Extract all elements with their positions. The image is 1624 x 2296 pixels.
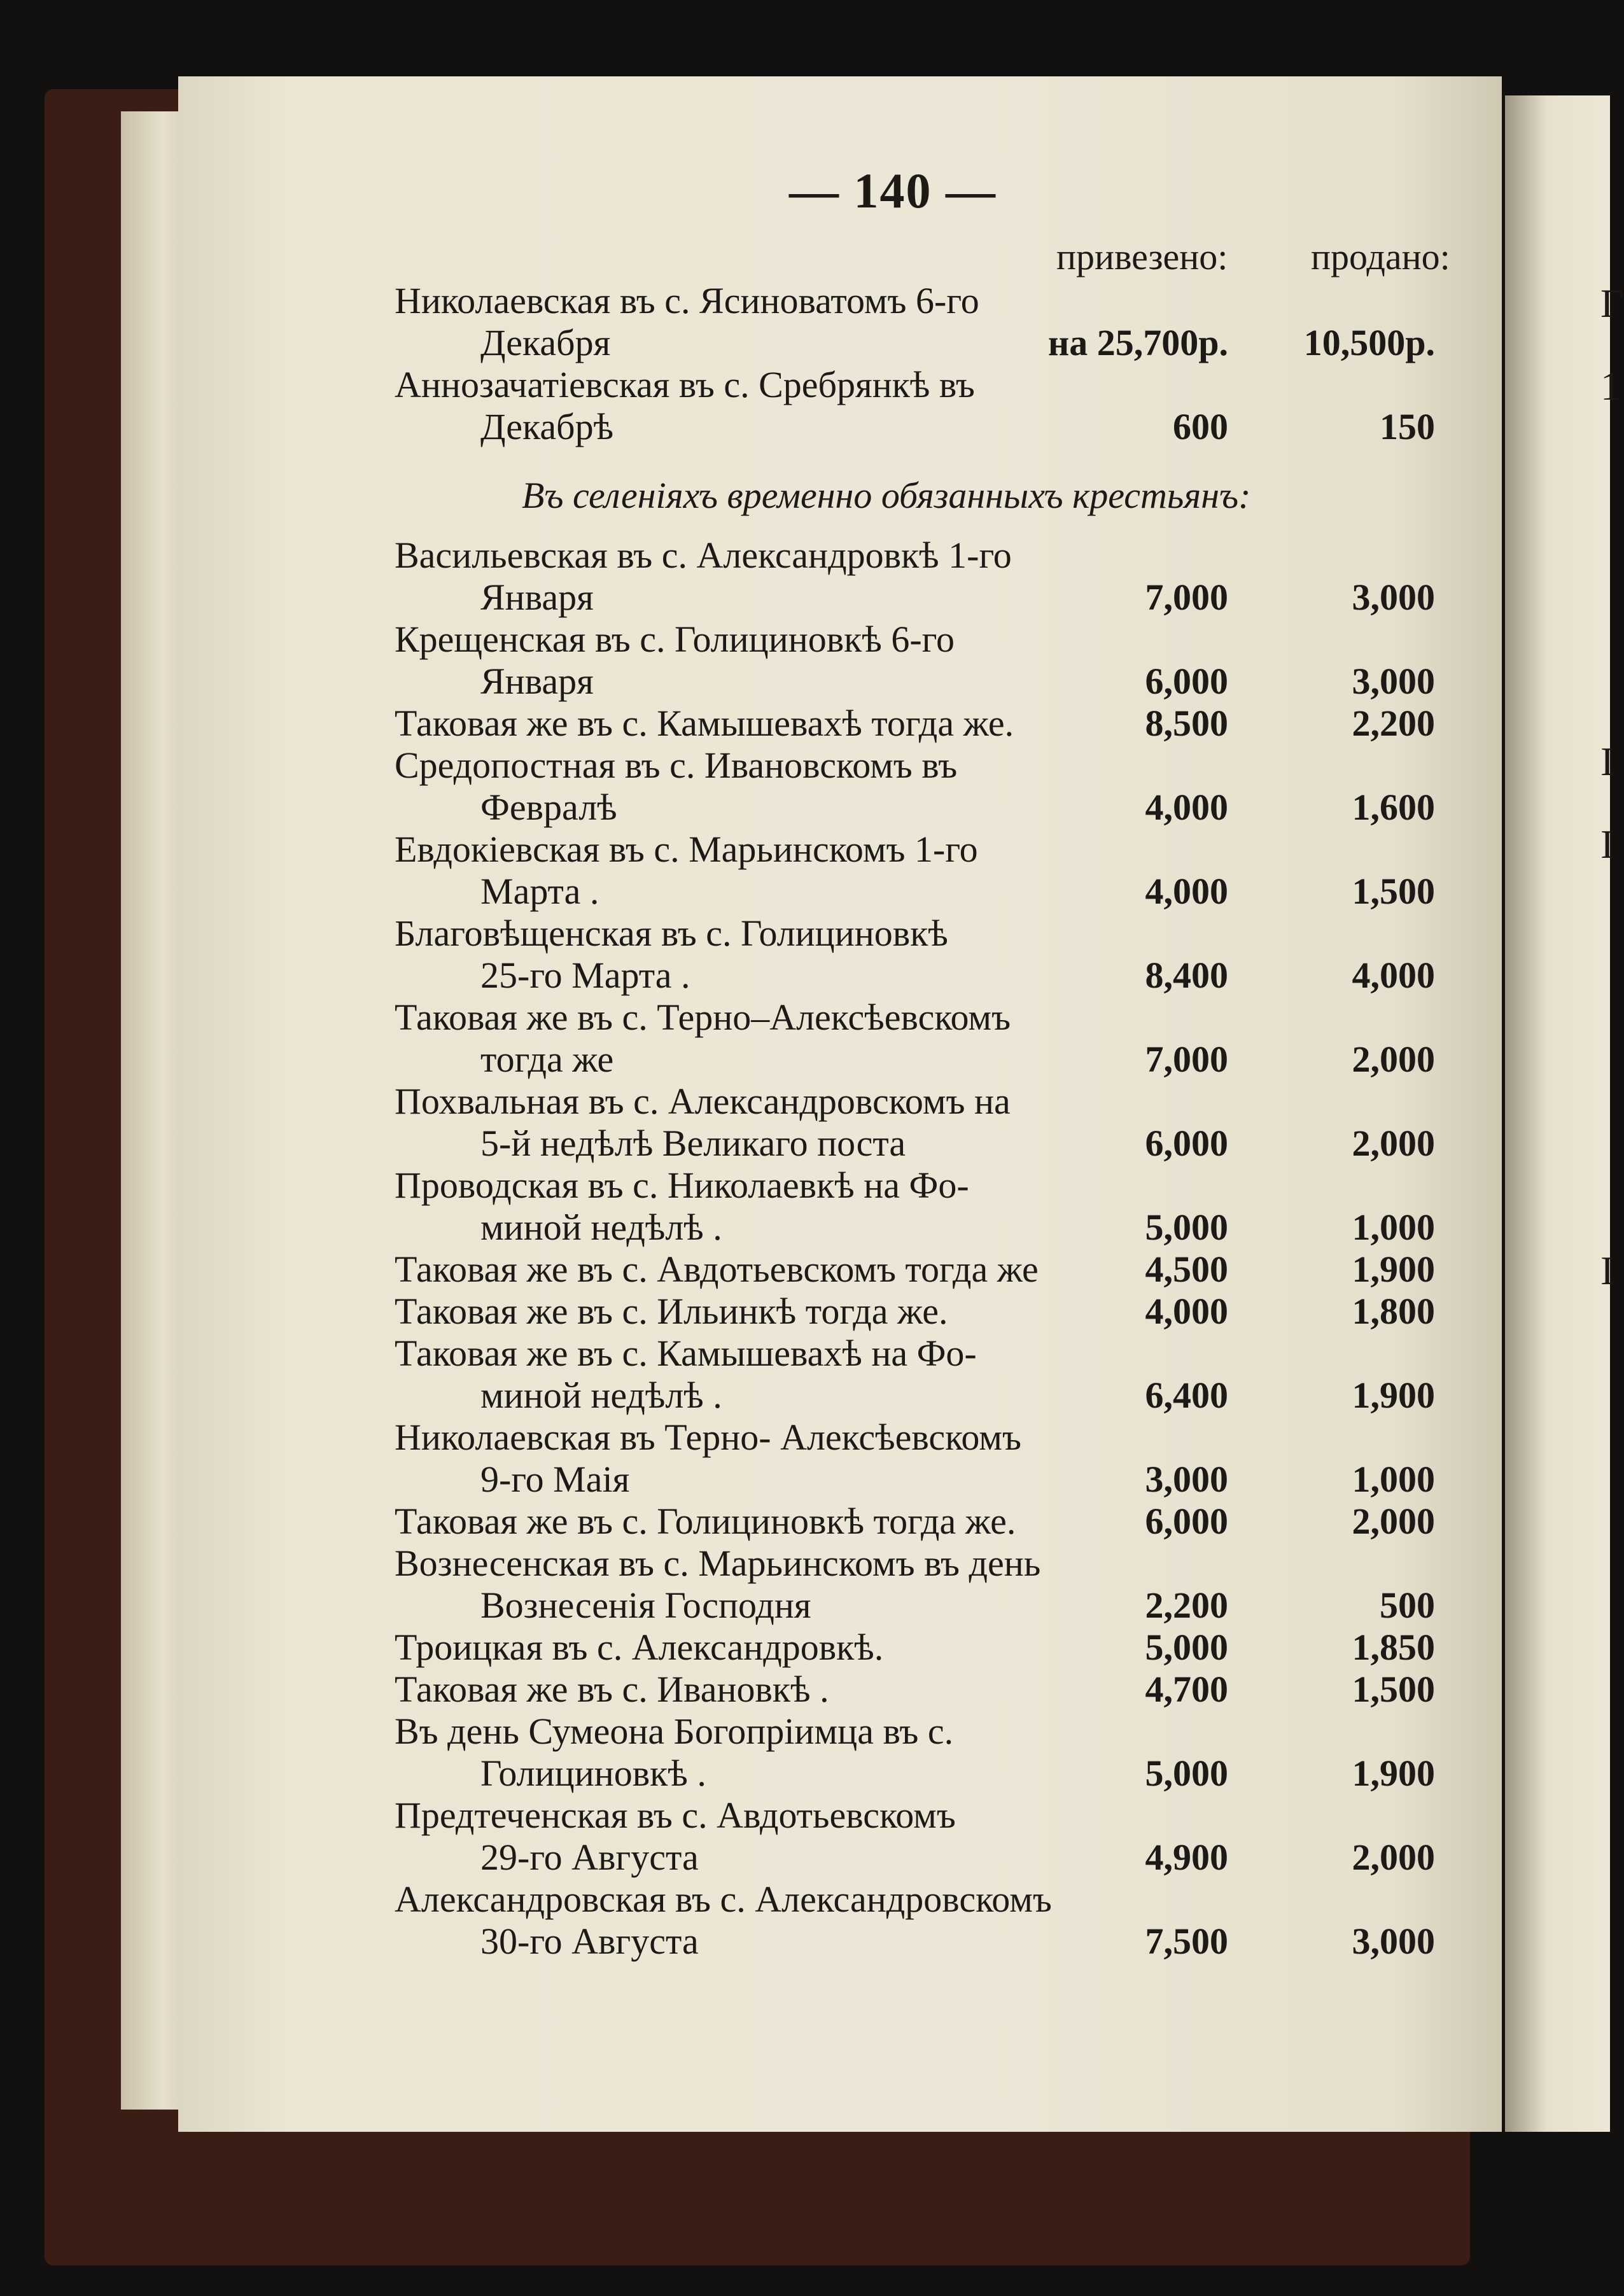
entry-continuation: Марта . bbox=[480, 871, 599, 912]
facing-page-fragment: I bbox=[1600, 1248, 1614, 1293]
brought-value: 4,000 bbox=[1145, 871, 1228, 912]
brought-value: 4,900 bbox=[1145, 1837, 1228, 1878]
sold-value: 1,900 bbox=[1352, 1249, 1435, 1290]
brought-value: 8,500 bbox=[1145, 703, 1228, 744]
brought-value: 4,000 bbox=[1145, 787, 1228, 828]
brought-value: 3,000 bbox=[1145, 1459, 1228, 1500]
sold-value: 3,000 bbox=[1352, 661, 1435, 702]
brought-value: 5,000 bbox=[1145, 1753, 1228, 1794]
entry-line: Въ день Сумеона Богопріимца въ с. bbox=[395, 1711, 954, 1752]
brought-value: 4,500 bbox=[1145, 1249, 1228, 1290]
brought-value: 4,700 bbox=[1145, 1669, 1228, 1710]
entry-line: Аннозачатіевская въ с. Сребрянкѣ въ bbox=[395, 364, 975, 405]
entry-line: Александровская въ с. Александровскомъ bbox=[395, 1879, 1052, 1920]
sold-value: 4,000 bbox=[1352, 955, 1435, 996]
entry-line: Евдокіевская въ с. Марьинскомъ 1-го bbox=[395, 829, 978, 870]
sold-value: 10,500р. bbox=[1303, 322, 1435, 363]
page-number: — 140 — bbox=[789, 163, 997, 218]
entry-line: Николаевская въ с. Ясиноватомъ 6-го bbox=[395, 280, 979, 321]
sold-value: 1,900 bbox=[1352, 1375, 1435, 1416]
entry-continuation: 5-й недѣлѣ Великаго поста bbox=[480, 1123, 906, 1164]
column-header-brought: привезено: bbox=[1056, 236, 1228, 277]
entry-line: Таковая же въ с. Авдотьевскомъ тогда же bbox=[395, 1249, 1039, 1290]
sold-value: 2,200 bbox=[1352, 703, 1435, 744]
brought-value: 6,000 bbox=[1145, 661, 1228, 702]
entry-continuation: Декабря bbox=[480, 322, 611, 363]
brought-value: 7,000 bbox=[1145, 1039, 1228, 1080]
entry-line: Таковая же въ с. Камышевахѣ тогда же. bbox=[395, 703, 1014, 744]
entry-line: Троицкая въ с. Александровкѣ. bbox=[395, 1627, 884, 1668]
entry-continuation: Января bbox=[480, 577, 594, 618]
brought-value: 7,000 bbox=[1145, 577, 1228, 618]
entry-continuation: 25-го Марта . bbox=[480, 955, 690, 996]
sold-value: 1,500 bbox=[1352, 871, 1435, 912]
entry-line: Николаевская въ Терно- Алексѣевскомъ bbox=[395, 1417, 1021, 1458]
section-title: Въ селеніяхъ временно обязанныхъ крестьянъ: bbox=[522, 475, 1251, 516]
entry-continuation: Вознесенія Господня bbox=[480, 1585, 811, 1626]
entry-continuation: тогда же bbox=[480, 1039, 614, 1080]
entry-line: Вознесенская въ с. Марьинскомъ въ день bbox=[395, 1543, 1041, 1584]
entry-line: Васильевская въ с. Александровкѣ 1-го bbox=[395, 535, 1012, 576]
brought-value: 5,000 bbox=[1145, 1207, 1228, 1248]
brought-value: 7,500 bbox=[1145, 1921, 1228, 1962]
column-header-sold: продано: bbox=[1311, 236, 1450, 277]
brought-value: 8,400 bbox=[1145, 955, 1228, 996]
entry-line: Крещенская въ с. Голициновкѣ 6-го bbox=[395, 619, 955, 660]
brought-value: 2,200 bbox=[1145, 1585, 1228, 1626]
brought-value: 600 bbox=[1173, 406, 1228, 447]
entry-line: Проводская въ с. Николаевкѣ на Фо- bbox=[395, 1165, 969, 1206]
entry-continuation: 30-го Августа bbox=[480, 1921, 699, 1962]
brought-value: 6,000 bbox=[1145, 1123, 1228, 1164]
entry-continuation: Февралѣ bbox=[480, 787, 617, 828]
entry-line: Похвальная въ с. Александровскомъ на bbox=[395, 1081, 1011, 1122]
entry-continuation: миной недѣлѣ . bbox=[480, 1375, 722, 1416]
brought-value: 5,000 bbox=[1145, 1627, 1228, 1668]
sold-value: 2,000 bbox=[1352, 1501, 1435, 1542]
sold-value: 1,600 bbox=[1352, 787, 1435, 828]
sold-value: 1,900 bbox=[1352, 1753, 1435, 1794]
brought-value: 6,400 bbox=[1145, 1375, 1228, 1416]
entry-continuation: 29-го Августа bbox=[480, 1837, 699, 1878]
sold-value: 2,000 bbox=[1352, 1123, 1435, 1164]
sold-value: 1,000 bbox=[1352, 1207, 1435, 1248]
entry-line: Таковая же въ с. Ивановкѣ . bbox=[395, 1669, 829, 1710]
facing-page-fragment: Г bbox=[1600, 281, 1624, 326]
entry-line: Предтеченская въ с. Авдотьевскомъ bbox=[395, 1795, 956, 1836]
facing-page-fragment: I bbox=[1600, 739, 1614, 784]
entry-line: Таковая же въ с. Голициновкѣ тогда же. bbox=[395, 1501, 1016, 1542]
entry-line: Таковая же въ с. Ильинкѣ тогда же. bbox=[395, 1291, 948, 1332]
sold-value: 3,000 bbox=[1352, 1921, 1435, 1962]
sold-value: 2,000 bbox=[1352, 1039, 1435, 1080]
brought-value: на 25,700р. bbox=[1047, 322, 1228, 363]
brought-value: 4,000 bbox=[1145, 1291, 1228, 1332]
sold-value: 150 bbox=[1380, 406, 1435, 447]
sold-value: 1,000 bbox=[1352, 1459, 1435, 1500]
sold-value: 3,000 bbox=[1352, 577, 1435, 618]
sold-value: 1,500 bbox=[1352, 1669, 1435, 1710]
sold-value: 500 bbox=[1380, 1585, 1435, 1626]
entry-continuation: Голициновкѣ . bbox=[480, 1753, 706, 1794]
entry-continuation: Января bbox=[480, 661, 594, 702]
entry-line: Таковая же въ с. Камышевахѣ на Фо- bbox=[395, 1333, 977, 1374]
entry-continuation: Декабрѣ bbox=[480, 406, 614, 447]
facing-page-fragment: I bbox=[1600, 822, 1614, 867]
entry-continuation: миной недѣлѣ . bbox=[480, 1207, 722, 1248]
sold-value: 1,800 bbox=[1352, 1291, 1435, 1332]
entry-line: Средопостная въ с. Ивановскомъ въ bbox=[395, 745, 958, 786]
entry-line: Благовѣщенская въ с. Голициновкѣ bbox=[395, 913, 948, 954]
sold-value: 1,850 bbox=[1352, 1627, 1435, 1668]
entry-line: Таковая же въ с. Терно–Алексѣевскомъ bbox=[395, 997, 1011, 1038]
sold-value: 2,000 bbox=[1352, 1837, 1435, 1878]
facing-page-fragment: 1 bbox=[1600, 363, 1621, 409]
brought-value: 6,000 bbox=[1145, 1501, 1228, 1542]
entry-continuation: 9-го Маія bbox=[480, 1459, 630, 1500]
